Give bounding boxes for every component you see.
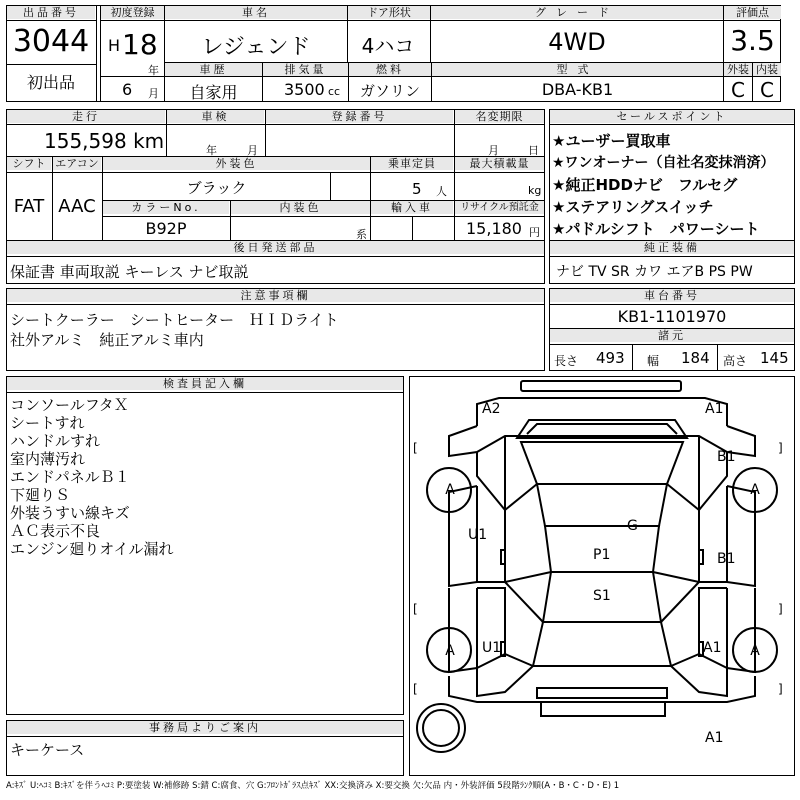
- import-label: 輸入車: [371, 201, 453, 214]
- history-label: 車歴: [165, 63, 262, 76]
- displacement-label: 排気量: [263, 63, 348, 76]
- lot-number: 3044: [12, 24, 90, 59]
- model-label: 型式: [432, 63, 723, 76]
- dmg-a2: A2: [482, 401, 501, 417]
- insp-month: 月: [247, 144, 258, 157]
- inspector-line: シートすれ: [10, 414, 85, 432]
- nc-month: 月: [488, 144, 499, 157]
- car-name-label: 車名: [165, 6, 347, 19]
- dmg-b1-mid: B1: [717, 551, 736, 567]
- cc-unit: cc: [328, 85, 341, 98]
- dmg-bracket-r3: ]: [778, 682, 783, 696]
- ac-label: エアコン: [53, 157, 101, 170]
- door-type: 4ハコ: [361, 34, 415, 58]
- chassis-label: 車台番号: [550, 289, 794, 302]
- notes-line: 社外アルミ 純正アルミ車内: [10, 331, 204, 349]
- name-change-label: 名変期限: [455, 110, 544, 123]
- grade-label: グレード: [431, 6, 723, 19]
- sales-point: ★ワンオーナー（自社名変抹消済）: [552, 155, 775, 171]
- model: DBA-KB1: [541, 80, 614, 99]
- dims-label: 諸元: [550, 329, 794, 342]
- capacity-label: 乗車定員: [371, 157, 453, 170]
- sales-point: ★ステアリングスイッチ: [552, 198, 714, 216]
- dmg-a1-top: A1: [705, 401, 724, 417]
- dmg-bracket-r2: ]: [778, 602, 783, 616]
- dmg-bracket-l3: [: [413, 682, 418, 696]
- recycle-fee: 15,180: [466, 219, 522, 238]
- nc-day: 日: [528, 144, 539, 157]
- shift-label: シフト: [7, 157, 51, 170]
- car-diagram: [409, 376, 795, 776]
- dmg-s1: S1: [593, 588, 611, 604]
- reg-label: 初度登録: [101, 6, 164, 19]
- insp-year: 年: [206, 144, 217, 157]
- later-label: 後日発送部品: [7, 241, 544, 254]
- first-listing: 初出品: [26, 73, 75, 92]
- interior-label: 内装: [753, 63, 781, 76]
- inspector-line: ハンドルすれ: [10, 432, 101, 450]
- door-label: ドア形状: [348, 6, 430, 19]
- history: 自家用: [189, 83, 238, 102]
- notes-line: シートクーラー シートヒーター ＨＩＤライト: [10, 311, 339, 329]
- length-value: 493: [596, 349, 625, 367]
- reg-month: 6: [122, 80, 133, 99]
- mileage: 155,598 km: [44, 129, 165, 153]
- exterior-color: ブラック: [186, 179, 247, 197]
- inspector-line: エンジン廻りオイル漏れ: [10, 540, 174, 558]
- int-color-unit: 系: [356, 228, 367, 241]
- inspector-line: エンドパネルＢ１: [10, 468, 130, 486]
- length-label: 長さ: [554, 354, 579, 368]
- inspector-line: ＡＣ表示不良: [10, 522, 101, 540]
- height-value: 145: [760, 349, 789, 367]
- mileage-label: 走行: [7, 110, 165, 123]
- exterior-score: C: [731, 78, 745, 102]
- sales-point: ★純正HDDナビ フルセグ: [552, 176, 738, 194]
- color-label: 外装色: [103, 157, 370, 170]
- inspection-label: 車検: [167, 110, 264, 123]
- dmg-u1-low: U1: [482, 640, 502, 656]
- fuel: ガソリン: [359, 82, 420, 100]
- later-items: 保証書 車両取説 キーレス ナビ取説: [10, 263, 249, 281]
- legend: A:ｷｽﾞ U:ﾍｺﾐ B:ｷｽﾞを伴うﾍｺﾐ P:要塗装 W:補修跡 S:錆 C:腐食、穴 G:ﾌﾛﾝﾄｶﾞﾗｽ点ｷｽﾞ XX:交換済み X:要交換 欠:欠品 内・外装評価 5段階ﾗﾝｸ順(A・B・C・D・E) 1: [6, 781, 620, 791]
- dmg-bracket-r1: ]: [778, 441, 783, 455]
- equipment: ナビ TV SR カワ エアB PS PW: [556, 264, 753, 280]
- recycle-label: リサイクル預託金: [455, 201, 544, 214]
- dmg-bracket-l1: [: [413, 441, 418, 455]
- dmg-a-br: A: [750, 643, 760, 659]
- height-label: 高さ: [723, 354, 748, 368]
- car-name: レジェンド: [201, 35, 311, 60]
- sales-label: セールスポイント: [550, 110, 794, 123]
- int-color-label: 内装色: [231, 201, 370, 214]
- dmg-p1: P1: [593, 547, 611, 563]
- kg-unit: kg: [528, 184, 542, 197]
- score: 3.5: [730, 24, 775, 57]
- office-label: 事務局よりご案内: [7, 721, 403, 734]
- grade: 4WD: [548, 28, 606, 56]
- yen-unit: 円: [529, 226, 540, 239]
- dmg-a-tr: A: [750, 482, 760, 498]
- inspector-label: 検査員記入欄: [7, 377, 403, 390]
- sales-point: ★パドルシフト パワーシート: [552, 220, 760, 238]
- dmg-b1-right: B1: [717, 449, 736, 465]
- office-text: キーケース: [10, 741, 85, 759]
- interior-score: C: [760, 78, 774, 102]
- dmg-bracket-l2: [: [413, 602, 418, 616]
- dmg-a-tl: A: [445, 482, 455, 498]
- inspector-line: コンソールフタＸ: [10, 396, 129, 414]
- capacity-unit: 人: [436, 185, 447, 198]
- color-no: B92P: [145, 219, 187, 238]
- shift: FAT: [13, 196, 45, 217]
- reg-year: 18: [122, 28, 158, 61]
- equip-label: 純正装備: [550, 241, 794, 254]
- notes-label: 注意事項欄: [7, 289, 544, 302]
- dmg-a1-bottom: A1: [705, 730, 724, 746]
- lot-no-label: 出品番号: [7, 6, 95, 19]
- color-no-label: カラーNo.: [103, 201, 229, 214]
- max-load-label: 最大積載量: [455, 157, 544, 170]
- chassis-number: KB1-1101970: [617, 307, 727, 326]
- fuel-label: 燃料: [349, 63, 431, 76]
- dmg-u1-left: U1: [468, 527, 488, 543]
- exterior-label: 外装: [724, 63, 752, 76]
- dmg-a1-low: A1: [703, 640, 722, 656]
- dmg-g: G: [627, 518, 638, 534]
- inspector-line: 下廻りＳ: [10, 486, 71, 504]
- era: H: [108, 36, 121, 55]
- inspector-line: 外装うすい線キズ: [10, 504, 130, 522]
- ac: AAC: [58, 196, 96, 217]
- reg-no-label: 登録番号: [266, 110, 453, 123]
- year-unit: 年: [148, 64, 159, 77]
- inspector-line: 室内薄汚れ: [10, 450, 86, 468]
- dmg-a-bl: A: [445, 643, 455, 659]
- width-label: 幅: [647, 354, 660, 368]
- width-value: 184: [681, 349, 710, 367]
- month-unit: 月: [148, 87, 159, 100]
- score-label: 評価点: [724, 6, 781, 19]
- sales-point: ★ユーザー買取車: [552, 132, 671, 150]
- displacement: 3500: [284, 80, 325, 99]
- capacity: 5: [412, 180, 422, 198]
